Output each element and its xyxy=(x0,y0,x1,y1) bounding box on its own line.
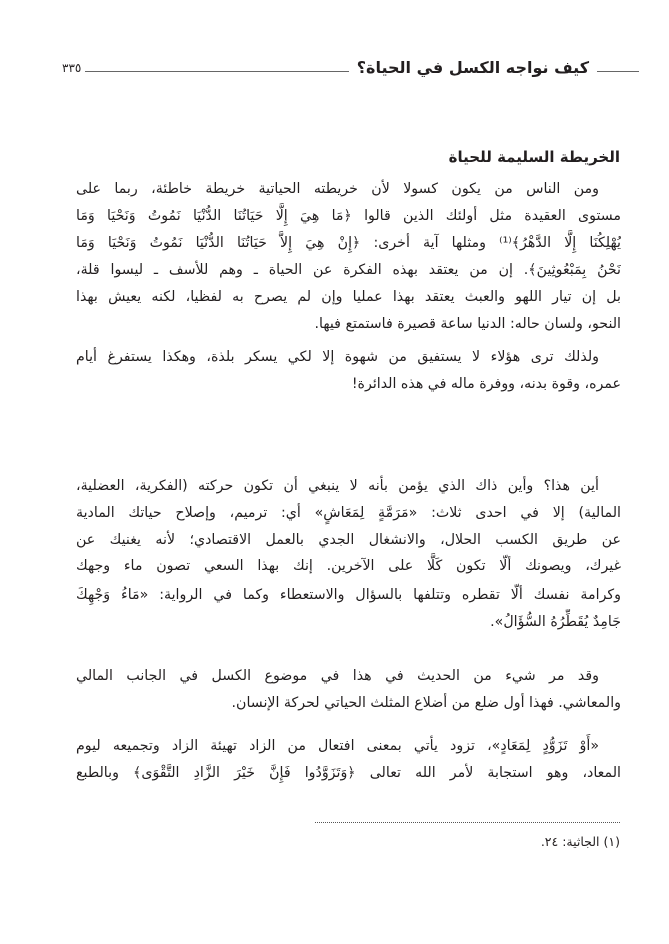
text-line: عن طريق الكسب الحلال، والانشغال الجدي بالعمل الاقتصادي؛ لأنه يغنيك عن xyxy=(76,532,621,548)
page-number: ٣٣٥ xyxy=(62,61,85,75)
text-line: عمره، وقوة بدنه، ووفرة ماله في هذه الدائرة! xyxy=(351,376,621,392)
running-header xyxy=(56,58,639,84)
text-line: وقد مر شيء من الحديث في هذا في موضوع الكسل في الجانب المالي xyxy=(76,668,599,684)
text-line: المالية) إلا في احدى ثلاث: «مَرَمَّةٍ لِمَعَاشٍ» أي: ترميم، وإصلاح حياتك المادية xyxy=(76,505,621,521)
text-line: المعاد، وهو استجابة لأمر الله تعالى ﴿وَتَزَوَّدُوا فَإِنَّ خَيْرَ الزَّادِ التَّقْوَى﴾ وبالطبع xyxy=(76,765,621,781)
text-line: والمعاشي. فهذا أول ضلع من أضلاع المثلث الحياتي لحركة الإنسان. xyxy=(231,695,621,711)
text-line: بل إن تيار اللهو والعبث يعتقد بهذا عمليا وإن لم يصرح به لفظيا، لكنه يعيش بهذا xyxy=(76,289,621,305)
text-line: ولذلك ترى هؤلاء لا يستفيق من شهوة إلا لكي يسكر بلذة، وهكذا يستفرغ أيام xyxy=(76,349,599,365)
section-heading: الخريطة السليمة للحياة xyxy=(448,148,620,166)
header-rule-right xyxy=(596,71,639,72)
text-line: يُهْلِكُنَا إِلَّا الدَّهْرُ﴾⁽¹⁾ ومثلها آية أخرى: ﴿إِنْ هِيَ إِلاَّ حَيَاتُنَا الدُّنْيَا نَمُوتُ وَنَحْيَا وَمَا xyxy=(76,235,621,251)
text-line: وكرامة نفسك ألّا تقطره وتتلفها بالسؤال والاستعطاء وكما في الرواية: «مَاءُ وَجْهِكَ xyxy=(76,587,621,603)
text-line: ومن الناس من يكون كسولا لأن خريطته الحياتية خريطة خاطئة، ربما على xyxy=(76,181,599,197)
text-line: مستوى العقيدة مثل أولئك الذين قالوا ﴿مَا هِيَ إِلَّا حَيَاتُنَا الدُّنْيَا نَمُوتُ وَنَحْيَا وَمَا xyxy=(76,208,621,224)
chapter-title: كيف نواجه الكسل في الحياة؟ xyxy=(349,58,597,77)
text-line: أين هذا؟ وأين ذاك الذي يؤمن بأنه لا ينبغي أن تكون حركته (الفكرية، العضلية، xyxy=(76,478,599,494)
text-line: غيرك، ويصونك ألّا تكون كَلًّا على الآخرين. إنك بهذا السعي تصون ماء وجهك xyxy=(76,558,621,574)
text-line: جَامِدٌ يُقَطِّرُهُ السُّؤَالُ». xyxy=(490,614,621,630)
text-line: النحو، ولسان حاله: الدنيا ساعة قصيرة فاستمتع فيها. xyxy=(314,316,621,332)
text-line: «أَوْ تَزَوُّدٍ لِمَعَادٍ»، تزود يأتي بمعنى افتعال من الزاد تهيئة الزاد وتجميعه ليوم xyxy=(76,738,599,754)
text-line: نَحْنُ بِمَبْعُوثِينَ﴾. إن من يعتقد بهذه الفكرة عن الحياة ـ وهم للأسف ـ ليسوا قلة، xyxy=(76,262,621,278)
header-rule-left xyxy=(84,71,354,72)
footnote-divider xyxy=(315,822,620,823)
footnote: (١) الجاثية: ٢٤. xyxy=(540,834,620,849)
